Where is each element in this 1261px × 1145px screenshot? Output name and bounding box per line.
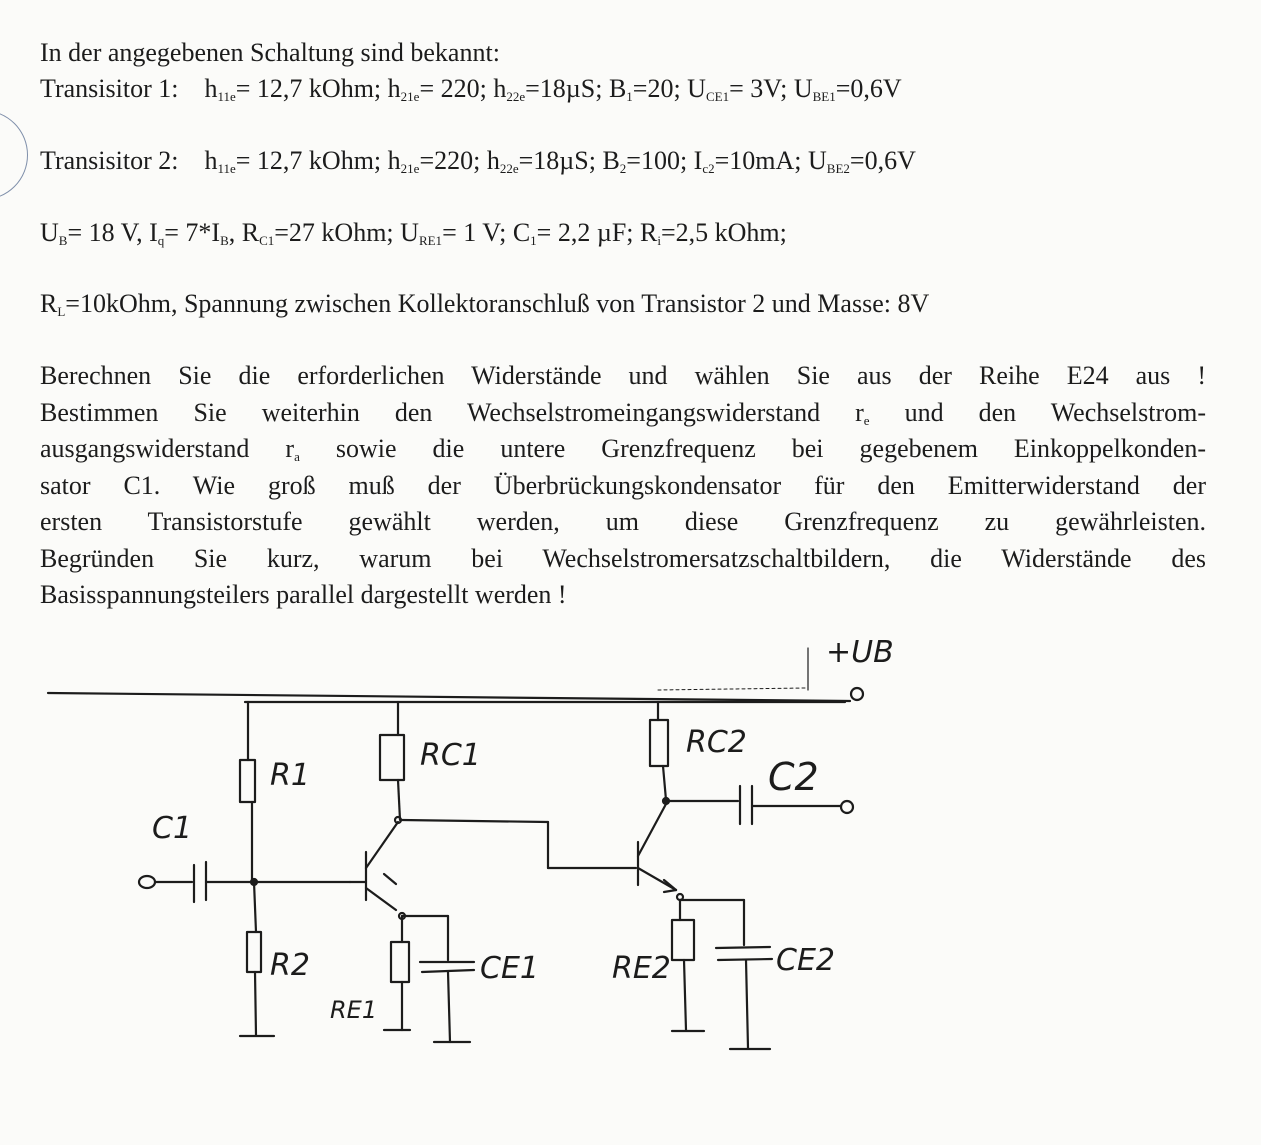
label-c1: C1 — [152, 811, 193, 846]
rl-value: =10kOhm, Spannung zwischen Kollektoranschluß von Transistor 2 und Masse: 8V — [65, 289, 930, 318]
t2-ube-name: U — [808, 146, 827, 175]
t1-h11-sub: 11e — [217, 89, 236, 104]
ri-sub: i — [657, 233, 661, 248]
task-line-6: Begründen Sie kurz, warum bei Wechselstromersatzschaltbildern, die Widerstände des — [40, 543, 1206, 573]
iq-value: = 7*I — [164, 218, 221, 247]
input-capacitor-c1 — [139, 862, 350, 902]
transistor-1 — [350, 817, 405, 919]
t1-h11-name: h — [204, 74, 218, 103]
c1-name: C — [512, 218, 531, 247]
rl-sub: L — [57, 304, 66, 319]
resistor-re1 — [384, 916, 410, 1030]
t2-h11-name: h — [204, 146, 218, 175]
t1-h22-name: h — [493, 74, 507, 103]
t2-h11-value: = 12,7 kOhm; — [235, 146, 382, 175]
ri-value: =2,5 kOhm; — [660, 218, 787, 247]
label-r1: R1 — [270, 758, 310, 793]
t1-h21-sub: 21e — [400, 89, 420, 104]
ri-name: R — [640, 218, 658, 247]
transistor-2 — [638, 804, 683, 900]
resistor-re2 — [672, 900, 704, 1031]
t2-h22-name: h — [486, 146, 500, 175]
t1-h11-value: = 12,7 kOhm; — [235, 74, 382, 103]
label-supply: +UB — [826, 635, 894, 670]
t2-b-value: =100; — [626, 146, 688, 175]
label-ce1: CE1 — [480, 951, 539, 986]
label-rc2: RC2 — [686, 725, 747, 760]
t2-b-name: B — [602, 146, 620, 175]
task-line-2-b: und den Wechselstrom- — [869, 397, 1206, 427]
capacitor-ce1 — [402, 916, 474, 1042]
t1-h22-value: =18µS; — [525, 74, 603, 103]
label-rc1: RC1 — [420, 738, 481, 773]
task-line-3-a: ausgangswiderstand r — [40, 434, 295, 463]
collector-link — [402, 820, 636, 868]
iq-name: I — [149, 218, 158, 247]
intro-text: In der angegebenen Schaltung sind bekannt: — [40, 38, 500, 67]
supply-terminal — [851, 688, 863, 700]
t2-ic-sub: c2 — [702, 161, 715, 176]
t2-h21-sub: 21e — [400, 161, 420, 176]
resistor-rc1 — [380, 702, 404, 820]
t1-uce-sub: CE1 — [705, 89, 730, 104]
t1-uce-name: U — [687, 74, 706, 103]
ub-sub: B — [58, 233, 68, 248]
t1-uce-value: = 3V; — [729, 74, 788, 103]
t2-h22-value: =18µS; — [518, 146, 596, 175]
t1-ube-sub: BE1 — [812, 89, 836, 104]
t1-b-sub: 1 — [626, 89, 633, 104]
task-line-7: Basisspannungsteilers parallel dargestellt werden ! — [40, 580, 567, 609]
resistor-rc2 — [650, 702, 669, 804]
rc1-sub: C1 — [259, 233, 275, 248]
ib-tail: , — [228, 218, 236, 247]
task-line-5: ersten Transistorstufe gewählt werden, um diese Grenzfrequenz zu gewährleisten. — [40, 507, 1206, 536]
t2-ic-name: I — [693, 146, 703, 175]
t1-b-value: =20; — [632, 74, 681, 103]
t2-h21-name: h — [387, 146, 401, 175]
output-terminal — [841, 801, 853, 813]
t2-ic-value: =10mA; — [714, 146, 802, 175]
output-capacitor-c2 — [666, 786, 853, 824]
t2-ube-value: =0,6V — [849, 146, 916, 175]
task-line-4: sator C1. Wie groß muß der Überbrückungskondensator für den Emitterwiderstand der — [40, 470, 1206, 500]
task-line-1: Berechnen Sie die erforderlichen Widerstände und wählen Sie aus der Reihe E24 aus ! — [40, 361, 1206, 390]
c1-value: = 2,2 µF; — [536, 218, 634, 247]
t2-h22-sub: 22e — [499, 161, 519, 176]
t1-h21-value: = 220; — [419, 74, 487, 103]
rc1-value: =27 kOhm; — [274, 218, 394, 247]
ub-value: = 18 V, — [67, 218, 143, 247]
ub-name: U — [40, 218, 59, 247]
t1-ube-name: U — [793, 74, 813, 103]
t2-ube-sub: BE2 — [826, 161, 850, 176]
t2-b-sub: 2 — [619, 161, 627, 176]
supply-rail — [48, 648, 863, 702]
iq-sub: q — [157, 233, 165, 248]
t1-ube-value: =0,6V — [835, 74, 902, 103]
t1-label: Transisitor 1: — [40, 74, 179, 103]
t1-h22-sub: 22e — [506, 89, 526, 104]
t1-b-name: B — [608, 74, 627, 103]
t1-h21-name: h — [387, 74, 401, 103]
task-line-3-b: sowie die untere Grenzfrequenz bei gegebenem Einkoppelkonden- — [299, 434, 1206, 463]
resistor-r1 — [240, 702, 255, 882]
label-ce2: CE2 — [776, 943, 835, 978]
rl-name: R — [40, 289, 58, 318]
label-c2: C2 — [768, 755, 819, 799]
label-re2: RE2 — [612, 951, 671, 986]
ib-sub: B — [220, 233, 229, 248]
re-sub: e — [863, 412, 870, 428]
t2-h11-sub: 11e — [217, 161, 236, 176]
t2-h21-value: =220; — [419, 146, 481, 175]
c1-sub: 1 — [530, 233, 537, 248]
label-r2: R2 — [270, 948, 310, 983]
ra-sub: a — [294, 449, 300, 464]
ure1-sub: RE1 — [418, 233, 443, 248]
ure1-name: U — [400, 218, 419, 247]
t2-label: Transisitor 2: — [40, 146, 179, 175]
label-re1: RE1 — [330, 996, 378, 1024]
ure1-value: = 1 V; — [442, 218, 507, 247]
rc1-name: R — [241, 218, 260, 247]
task-line-2-a: Bestimmen Sie weiterhin den Wechselstromeingangswiderstand r — [40, 397, 864, 427]
resistor-r2 — [240, 882, 274, 1036]
